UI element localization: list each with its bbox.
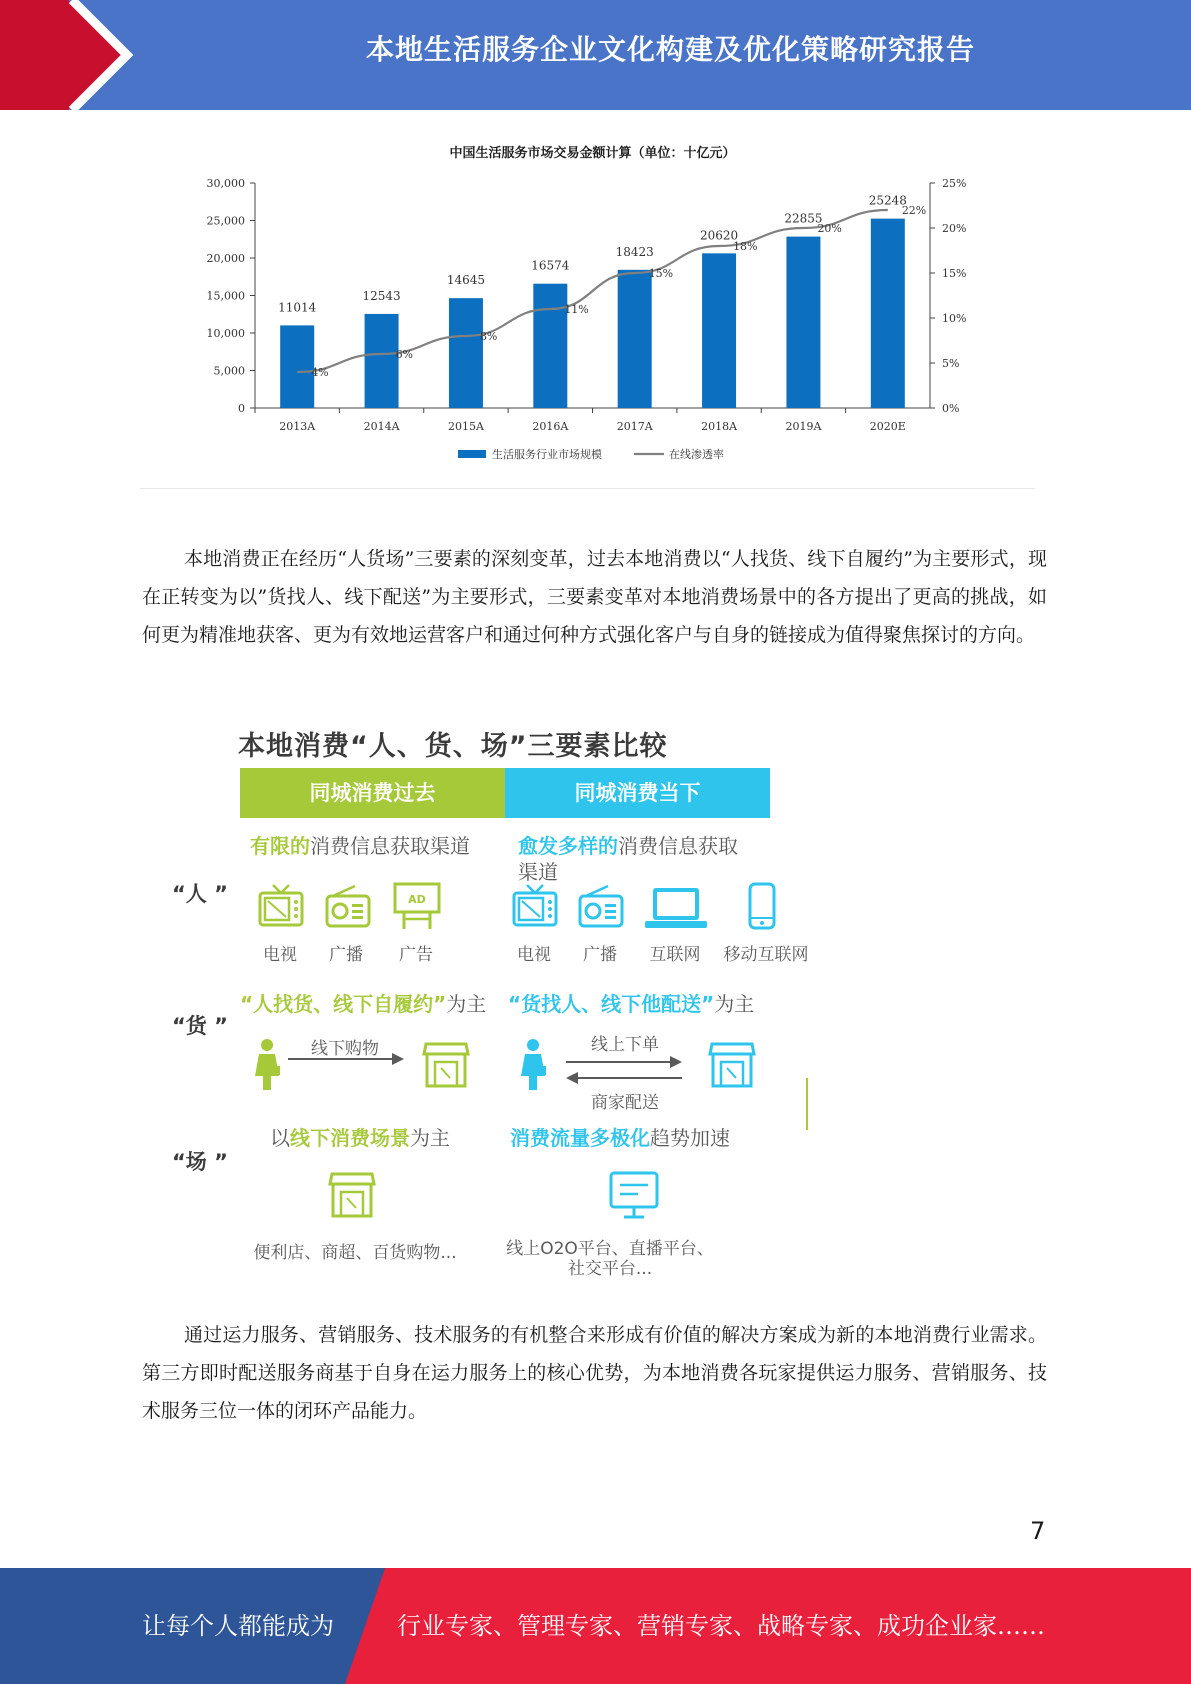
x-tick-label: 2019A [785, 420, 822, 433]
billboard-icon [392, 881, 442, 931]
footer-slogan-right: 行业专家、管理专家、营销专家、战略专家、成功企业家…… [397, 1612, 1045, 1640]
tv-icon [512, 883, 558, 931]
people-past-rest: 消费信息获取渠道 [310, 834, 470, 858]
y-tick-label: 10,000 [206, 327, 245, 340]
line-value-label: 20% [817, 222, 842, 235]
radio-icon [578, 884, 624, 930]
y2-tick-label: 25% [942, 177, 967, 190]
x-tick-label: 2015A [447, 420, 484, 433]
market-size-chart [140, 135, 1040, 490]
place-past-text [270, 1122, 450, 1151]
line-value-label: 22% [901, 204, 927, 217]
x-tick-label: 2020E [869, 420, 906, 433]
bar-value-label: 14645 [446, 273, 486, 288]
icon-label-phone-now: 移动互联网 [723, 945, 809, 965]
bar [280, 325, 314, 408]
y2-tick-label: 5% [942, 357, 960, 370]
arrow-left-icon [564, 1070, 684, 1086]
billboard-ad-text: AD [408, 893, 426, 906]
goods-now-highlight: “货找人、线下他配送” [508, 992, 715, 1016]
goods-now-rest: 为主 [714, 992, 755, 1016]
place-past-pre: 以 [270, 1126, 290, 1150]
bar [618, 270, 652, 408]
goods-now-text [508, 988, 754, 1017]
chart-svg [140, 135, 1040, 490]
bar-value-label: 12543 [362, 288, 401, 303]
place-past-highlight: 线下消费场景 [290, 1126, 410, 1150]
bar-value-label: 11014 [278, 300, 317, 315]
page-number: 7 [1030, 1517, 1046, 1545]
people-now-text [518, 830, 738, 859]
bar [871, 219, 905, 408]
bar-value-label: 22855 [784, 211, 823, 226]
line-value-label: 11% [564, 303, 589, 316]
bar [365, 314, 399, 408]
line-value-label: 15% [648, 267, 674, 280]
shopper-icon [520, 1038, 546, 1090]
icon-label-tv-past: 电视 [263, 945, 297, 965]
x-tick-label: 2016A [532, 420, 569, 433]
legend-label-bar: 生活服务行业市场规模 [492, 448, 602, 461]
bar-value-label: 18423 [615, 244, 654, 259]
page-footer [0, 1568, 1191, 1684]
arrow-right-icon [564, 1054, 684, 1070]
place-past-caption: 便利店、商超、百货购物... [253, 1243, 457, 1263]
line-value-label: 8% [479, 330, 498, 343]
line-value-label: 6% [395, 348, 414, 361]
icon-label-radio-past: 广播 [329, 945, 363, 965]
y-tick-label: 5,000 [213, 364, 245, 378]
people-past-highlight: 有限的 [250, 834, 310, 858]
icon-label-billboard-past: 广告 [399, 945, 433, 965]
legend-swatch-bar [458, 450, 486, 458]
row-label-people: “人 ” [172, 882, 228, 906]
bar [786, 237, 820, 408]
goods-past-text [240, 988, 486, 1017]
place-past-post: 为主 [410, 1126, 450, 1150]
bar-value-label: 16574 [531, 258, 570, 273]
icon-label-laptop-now: 互联网 [649, 945, 701, 965]
store-icon [328, 1170, 376, 1218]
y-tick-label: 0 [238, 402, 245, 415]
y-tick-label: 15,000 [206, 289, 245, 303]
infographic-title: 本地消费“人、货、场”三要素比较 [238, 731, 668, 762]
place-now-highlight: 消费流量多极化 [510, 1126, 650, 1150]
line-value-label: 18% [733, 240, 758, 253]
y-tick-label: 25,000 [206, 214, 245, 228]
page-header [0, 0, 1191, 110]
shopper-icon [254, 1038, 280, 1090]
y2-tick-label: 20% [942, 222, 967, 235]
people-now-text-line2: 渠道 [518, 860, 558, 884]
chart-title: 中国生活服务市场交易金额计算（单位：十亿元） [449, 146, 736, 161]
footer-slogan-left: 让每个人都能成为 [142, 1612, 334, 1640]
store-icon [708, 1040, 756, 1088]
place-now-caption-line2: 社交平台... [567, 1259, 653, 1279]
store-icon [422, 1040, 470, 1088]
bar-value-label: 25248 [868, 193, 907, 208]
goods-past-arrow-label: 线下购物 [311, 1039, 379, 1059]
divider-line [806, 1078, 808, 1130]
x-tick-label: 2018A [701, 420, 738, 433]
page-title: 本地生活服务企业文化构建及优化策略研究报告 [365, 33, 975, 66]
y-tick-label: 30,000 [206, 177, 245, 190]
y2-tick-label: 10% [942, 312, 967, 325]
tv-icon [258, 883, 304, 931]
bar [449, 298, 483, 408]
legend-label-line: 在线渗透率 [669, 448, 724, 461]
people-goods-place-infographic [170, 718, 830, 1283]
place-now-text [510, 1122, 730, 1151]
monitor-icon [608, 1170, 660, 1220]
x-tick-label: 2017A [616, 420, 653, 433]
y2-tick-label: 15% [942, 267, 967, 280]
tab-past: 同城消费过去 [240, 768, 505, 818]
row-label-place: “场 ” [172, 1150, 228, 1174]
place-now-rest: 趋势加速 [650, 1126, 730, 1150]
tab-now: 同城消费当下 [505, 768, 770, 818]
radio-icon [325, 884, 371, 930]
goods-now-arrow-top-label: 线上下单 [591, 1035, 659, 1055]
icon-label-tv-now: 电视 [517, 945, 551, 965]
y-tick-label: 20,000 [206, 252, 245, 265]
people-past-text [250, 830, 470, 859]
goods-past-highlight: “人找货、线下自履约” [240, 992, 447, 1016]
paragraph-service-integration: 通过运力服务、营销服务、技术服务的有机整合来形成有价值的解决方案成为新的本地消费行业需求。第三方即时配送服务商基于自身在运力服务上的核心优势，为本地消费各玩家提供运力服务、营销服务、技术服务三位一体的闭环产品能力。 [142, 1324, 1047, 1422]
x-tick-label: 2014A [363, 420, 400, 433]
y2-tick-label: 0% [942, 402, 960, 415]
bar [702, 253, 736, 408]
paragraph-people-goods-place: 本地消费正在经历“人货场”三要素的深刻变革，过去本地消费以“人找货、线下自履约”为主要形式，现在正转变为以”货找人、线下配送”为主要形式，三要素变革对本地消费场景中的各方提出了更高的挑战，如何更为精准地获客、更为有效地运营客户和通过何种方式强化客户与自身的链接成为值得聚焦探讨的方向。 [142, 548, 1047, 646]
x-tick-label: 2013A [279, 420, 316, 433]
laptop-icon [644, 886, 708, 930]
bar-value-label: 20620 [699, 228, 739, 243]
goods-past-rest: 为主 [446, 992, 487, 1016]
goods-now-arrow-bottom-label: 商家配送 [591, 1093, 659, 1113]
people-now-highlight: 愈发多样的 [518, 834, 618, 858]
place-now-caption-line1: 线上O2O平台、直播平台、 [506, 1239, 714, 1259]
bar [533, 284, 567, 408]
row-label-goods: “货 ” [172, 1014, 228, 1038]
icon-label-radio-now: 广播 [583, 945, 617, 965]
phone-icon [748, 882, 776, 930]
header-chevron-decoration [0, 0, 170, 110]
people-now-rest: 消费信息获取 [618, 834, 738, 858]
chart-divider [140, 488, 1035, 489]
line-value-label: 4% [311, 366, 329, 379]
